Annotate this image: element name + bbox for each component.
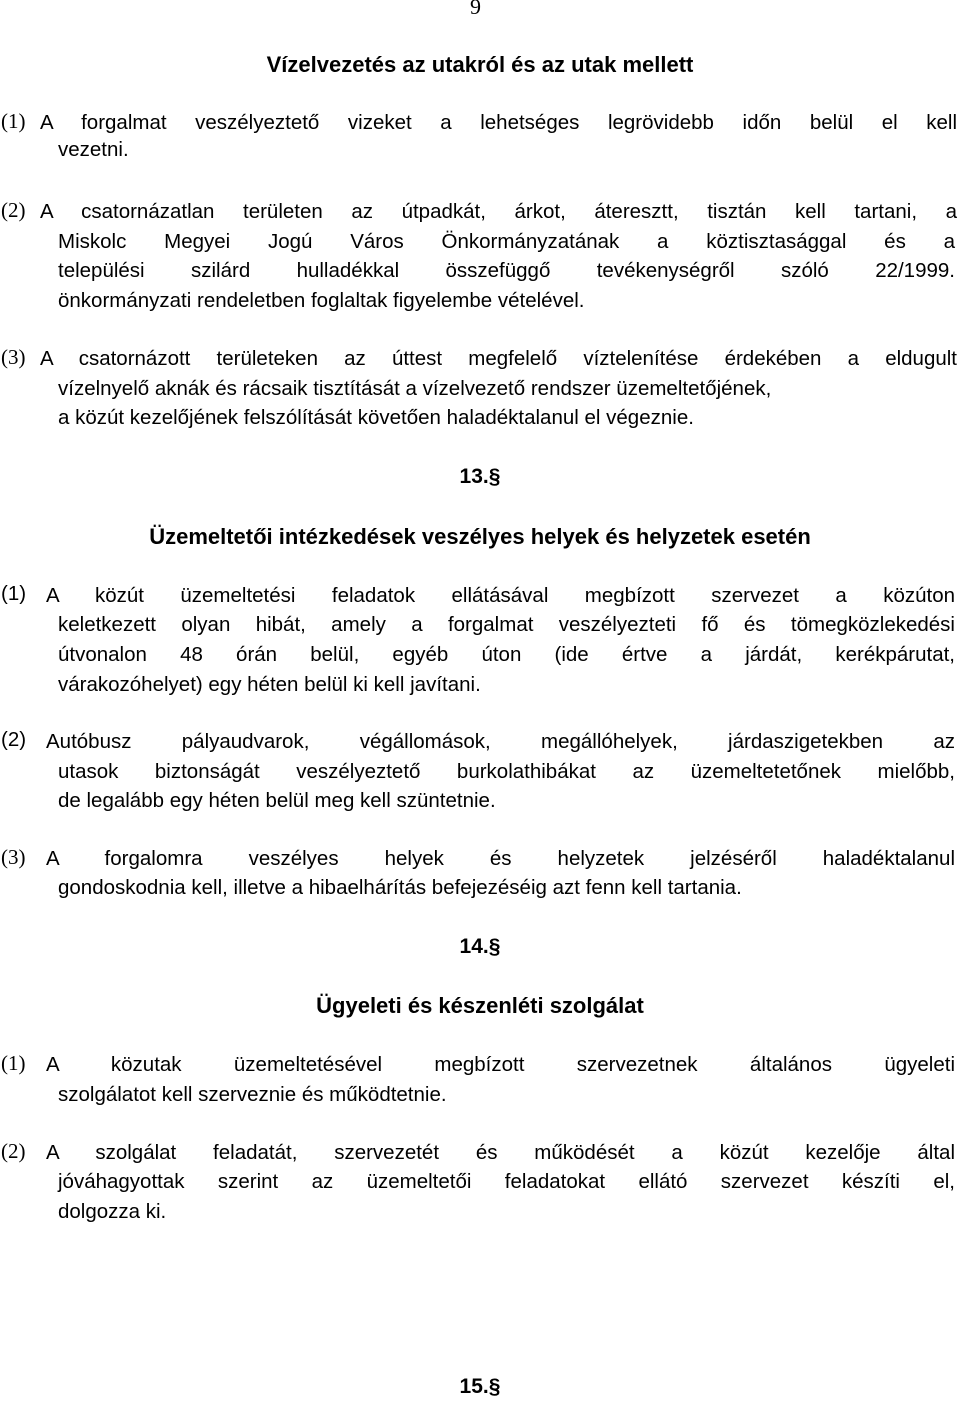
- paragraph-line: de legalább egy héten belül meg kell szüntetnie.: [58, 789, 496, 812]
- paragraph-line: utasok biztonságát veszélyeztető burkolathibákat az üzemeltetetőnek mielőbb,: [58, 760, 955, 783]
- section-title: Vízelvezetés az utakról és az utak mellett: [266, 52, 694, 77]
- section-number: [0, 1375, 960, 1399]
- paragraph-line: A forgalmat veszélyeztető vizeket a lehetséges legrövidebb időn belül el kell: [40, 111, 957, 134]
- paragraph-number: (2): [1, 1139, 26, 1163]
- paragraph-line: A forgalomra veszélyes helyek és helyzetek jelzéséről haladéktalanul: [46, 847, 955, 870]
- paragraph-line: vízelnyelő aknák és rácsaik tisztítását a vízelvezető rendszer üzemeltetőjének,: [58, 377, 772, 400]
- paragraph-number: (1): [1, 1051, 26, 1075]
- paragraph-line: várakozóhelyet) egy héten belül ki kell javítani.: [58, 673, 481, 696]
- section-title: Ügyeleti és készenléti szolgálat: [316, 993, 644, 1018]
- paragraph-number: (3): [1, 345, 26, 369]
- paragraph-number: (3): [1, 845, 26, 869]
- paragraph-line: szolgálatot kell szerveznie és működtetnie.: [58, 1083, 447, 1106]
- paragraph-line: a közút kezelőjének felszólítását követően haladéktalanul el végeznie.: [58, 406, 694, 429]
- section-number-text: 13.: [459, 465, 489, 488]
- paragraph-number: (2): [1, 198, 26, 222]
- paragraph-line: önkormányzati rendeletben foglaltak figyelembe vételével.: [58, 289, 585, 312]
- section-number-text: 15.: [459, 1375, 489, 1398]
- paragraph-line: A csatornázott területeken az úttest megfelelő víztelenítése érdekében a eldugult: [40, 347, 957, 370]
- section-number: [0, 465, 960, 489]
- section-number-text: 14.: [459, 935, 489, 958]
- paragraph-line: vezetni.: [58, 138, 129, 161]
- paragraph-line: A csatornázatlan területen az útpadkát, árkot, áteresztt, tisztán kell tartani, a: [40, 200, 957, 223]
- paragraph-line: keletkezett olyan hibát, amely a forgalmat veszélyezteti fő és tömegközlekedési: [58, 613, 955, 636]
- paragraph-line: Miskolc Megyei Jogú Város Önkormányzatának a köztisztasággal és a: [58, 230, 955, 253]
- paragraph-number: (2): [1, 728, 27, 751]
- paragraph-line: útvonalon 48 órán belül, egyéb úton (ide értve a járdát, kerékpárutat,: [58, 643, 955, 666]
- paragraph-line: A közutak üzemeltetésével megbízott szervezetnek általános ügyeleti: [46, 1053, 955, 1076]
- paragraph-line: A közút üzemeltetési feladatok ellátásával megbízott szervezet a közúton: [46, 584, 955, 607]
- paragraph-number: (1): [1, 109, 26, 133]
- paragraph-line: Autóbusz pályaudvarok, végállomások, megállóhelyek, járdaszigetekben az: [46, 730, 955, 753]
- section-sign: §: [488, 935, 501, 958]
- paragraph-number: (1): [1, 582, 27, 605]
- paragraph-line: települési szilárd hulladékkal összefüggő tevékenységről szóló 22/1999.: [58, 259, 955, 282]
- paragraph-line: dolgozza ki.: [58, 1200, 167, 1223]
- page-number: 9: [470, 0, 481, 19]
- section-sign: §: [488, 465, 501, 488]
- paragraph-line: A szolgálat feladatát, szervezetét és működését a közút kezelője által: [46, 1141, 955, 1164]
- paragraph-line: gondoskodnia kell, illetve a hibaelhárítás befejezéséig azt fenn kell tartania.: [58, 876, 742, 899]
- section-number: [0, 935, 960, 959]
- paragraph-line: jóváhagyottak szerint az üzemeltetői feladatokat ellátó szervezet készíti el,: [58, 1170, 955, 1193]
- section-title: Üzemeltetői intézkedések veszélyes helyek és helyzetek esetén: [149, 524, 811, 549]
- section-sign: §: [488, 1375, 501, 1398]
